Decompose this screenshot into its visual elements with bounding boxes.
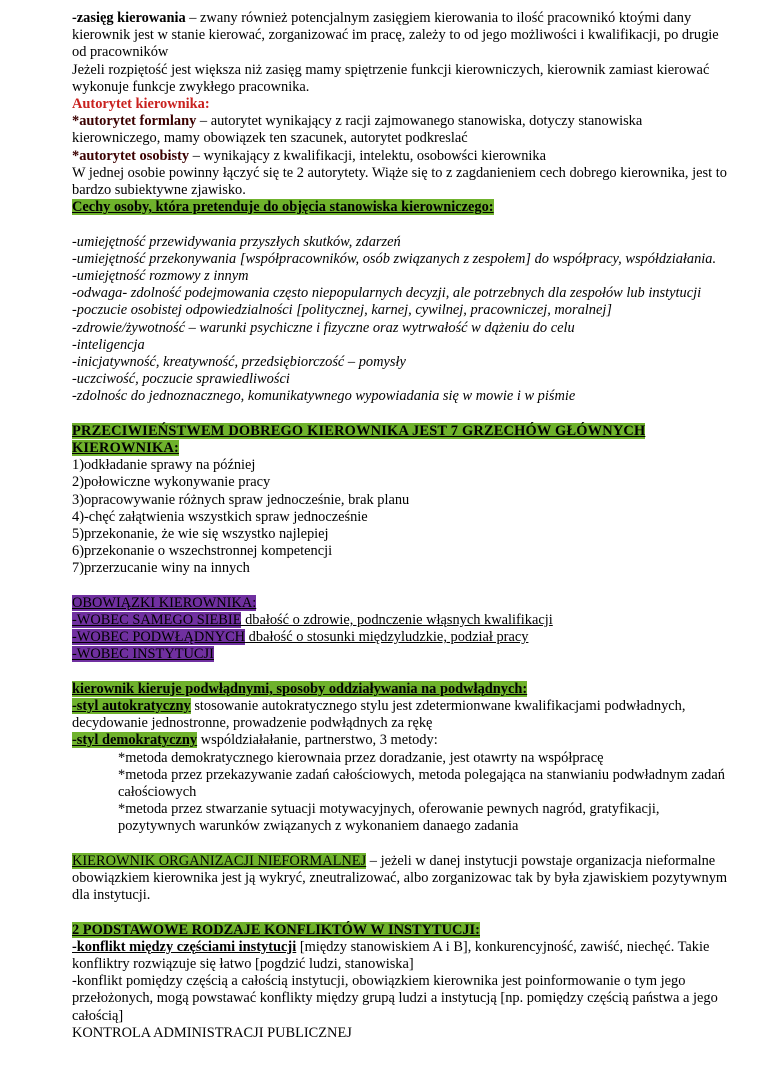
conflict-second-paragraph: -konflikt pomiędzy częścią a całością instytucji, obowiązkiem kierownika jest poinformowanie o tym jego przełożonych, mogą powstawać konflikty między grupą ludzi a instytucją [np. pomiędzy częścią państwa a jego całością] [72, 973, 718, 1024]
traits-heading-line [72, 199, 734, 216]
duty-institution-label: -WOBEC INSTYTUCJI [72, 646, 214, 663]
spacer [72, 664, 734, 681]
sins-heading-line2: KIEROWNIKA: [72, 440, 179, 457]
democratic-style-label: -styl demokratyczny [72, 732, 198, 749]
autocratic-style-label: -styl autokratyczny [72, 698, 191, 715]
informal-organization-label: KIEROWNIK ORGANIZACJI NIEFORMALNEJ [72, 852, 367, 869]
duty-subordinates-text: dbałość o stosunki międzyludzkie, podział pracy [245, 629, 529, 646]
span-of-control-paragraph [72, 10, 734, 62]
traits-list [72, 234, 734, 406]
personal-authority-term: *autorytet osobisty [72, 147, 190, 164]
list-item: -odwaga- zdolność podejmowania często niepopularnych decyzji, ale potrzebnych dla zespołów lub instytucji [72, 285, 702, 302]
list-item: 6)przekonanie o wszechstronnej kompetencji [72, 543, 333, 560]
sins-list [72, 457, 734, 577]
duty-subordinates-label: -WOBEC PODWŁĄDNYCH [72, 629, 246, 646]
list-item: 5)przekonanie, że wie się wszystko najlepiej [72, 526, 329, 543]
list-item: -umiejętność rozmowy z innym [72, 268, 249, 285]
informal-organization-paragraph [72, 853, 734, 905]
list-item: 2)połowiczne wykonywanie pracy [72, 474, 271, 491]
list-item: 7)przerzucanie winy na innych [72, 560, 250, 577]
spacer [72, 578, 734, 595]
democratic-style-text: wspóldziałałanie, partnerstwo, 3 metody: [197, 732, 438, 749]
conflict-first-text: [między stanowiskiem A i B], konkurencyjność, zawiść, niechęć. Takie konfliktry rozwiązuje się łatwo [pogdzić ludzi, stanowiska] [72, 938, 710, 973]
authority-heading: Autorytet kierownika: [72, 96, 210, 113]
duty-self-text: dbałość o zdrowie, podnczenie włąsnych kwalifikacji [241, 612, 553, 629]
authority-summary: W jednej osobie powinny łączyć się te 2 autorytety. Wiąże się to z zagdanieniem cech dobrego kierownika, jest to bardzo subiektywne zjawisko. [72, 164, 727, 199]
list-item: *metoda przez przekazywanie zadań całościowych, metoda polegająca na stanwianiu podwładnym zadań całościowych [118, 766, 725, 801]
sins-heading-line1: PRZECIWIEŃSTWEM DOBREGO KIEROWNIKA JEST 7 GRZECHÓW GŁÓWNYCH [72, 422, 646, 439]
list-item: *metoda demokratycznego kierownaia przez doradzanie, jest otawrty na współpracę [118, 749, 604, 766]
autocratic-style-text: stosowanie autokratycznego stylu jest zdetermionwane kwalifikacjami podwładnych, decydowanie jednostronne, prowadzenie podwłądnych za rękę [72, 698, 686, 732]
traits-heading: Cechy osoby, która pretenduje do objęcia stanowiska kierowniczego: [72, 199, 494, 216]
span-of-control-term: -zasięg kierowania [72, 10, 186, 26]
list-item: 3)opracowywanie różnych spraw jednocześnie, brak planu [72, 491, 410, 508]
footer-heading: KONTROLA ADMINISTRACJI PUBLICZNEJ [72, 1024, 352, 1041]
list-item: -umiejętność przewidywania przyszłych skutków, zdarzeń [72, 233, 401, 250]
document-page [72, 10, 734, 1042]
overload-paragraph: Jeżeli rozpiętość jest większa niż zasięg mamy spiętrzenie funkcji kierowniczych, kierownik zamiast kierować wykonuje funkcje zwykłego pracownika. [72, 61, 710, 95]
duties-heading: OBOWIĄZKI KIEROWNIKA: [72, 594, 257, 611]
conflict-first-paragraph [72, 939, 734, 973]
list-item: -zdolnośc do jednoznacznego, komunikatywnego wypowiadania się w mowie i w piśmie [72, 388, 576, 405]
list-item: -inteligencja [72, 336, 145, 353]
spacer [72, 216, 734, 233]
styles-heading-line [72, 681, 734, 698]
formal-authority-paragraph [72, 113, 734, 147]
autocratic-style-paragraph [72, 698, 734, 732]
duty-self [72, 612, 734, 629]
styles-heading: kierownik kieruje podwłądnymi, sposoby oddziaływania na podwłądnych: [72, 680, 528, 697]
duty-self-label: -WOBEC SAMEGO SIEBIE [72, 612, 242, 629]
list-item: -umiejętność przekonywania [współpracowników, osób związanych z zespołem] do współpracy, współdziałania. [72, 250, 717, 267]
span-of-control-text: – zwany również potencjalnym zasięgiem kierowania to ilość pracownikó ktoými dany kierownik jest w stanie kierować, zorganizować im pracę, zależy to od jego możliwości i kwalifikacji, po drugie od pracowników [72, 10, 719, 61]
list-item: *metoda przez stwarzanie sytuacji motywacyjnych, oferowanie pewnych nagród, gratyfikacji, pozytywnych warunków związanych z wykonaniem danaego zadania [118, 801, 660, 835]
list-item: 1)odkładanie sprawy na później [72, 457, 256, 474]
list-item: -zdrowie/żywotność – warunki psychiczne i fizyczne oraz wytrwałość w dążeniu do celu [72, 319, 575, 336]
duty-institution [72, 646, 734, 663]
informal-organization-text: – jeżeli w danej instytucji powstaje organizacja nieformalne obowiązkiem kierownika jest ją wykryć, zneutralizować, albo zorganizowac tak by była zjawiskiem pozytywnym dla instytucji. [72, 852, 728, 904]
conflicts-heading: 2 PODSTAWOWE RODZAJE KONFLIKTÓW W INSTYTUCJI: [72, 921, 480, 938]
list-item: -inicjatywność, kreatywność, przedsiębiorczość – pomysły [72, 354, 406, 371]
formal-authority-text: – autorytet wynikający z racji zajmowanego stanowiska, dotyczy stanowiska kierowniczego, mamy obowiązek ten szacunek, autorytet podkreslać [72, 113, 643, 147]
personal-authority-paragraph [72, 148, 734, 165]
personal-authority-text: – wynikający z kwalifikacji, intelektu, osobowści kierownika [189, 147, 546, 164]
sins-heading [72, 423, 734, 457]
conflicts-heading-line [72, 922, 734, 939]
spacer [72, 904, 734, 921]
duty-subordinates [72, 629, 734, 646]
list-item: -poczucie osobistej odpowiedzialności [politycznej, karnej, cywilnej, pracowniczej, moralnej] [72, 302, 612, 319]
duties-heading-line [72, 595, 734, 612]
list-item: 4)-chęć załątwienia wszystkich spraw jednocześnie [72, 508, 368, 525]
list-item: -uczciwość, poczucie sprawiedliwości [72, 371, 290, 388]
formal-authority-term: *autorytet formlany [72, 113, 197, 130]
conflict-first-label: -konflikt między częściami instytucji [72, 938, 297, 955]
spacer [72, 406, 734, 423]
spacer [72, 836, 734, 853]
democratic-style-paragraph [72, 732, 734, 749]
